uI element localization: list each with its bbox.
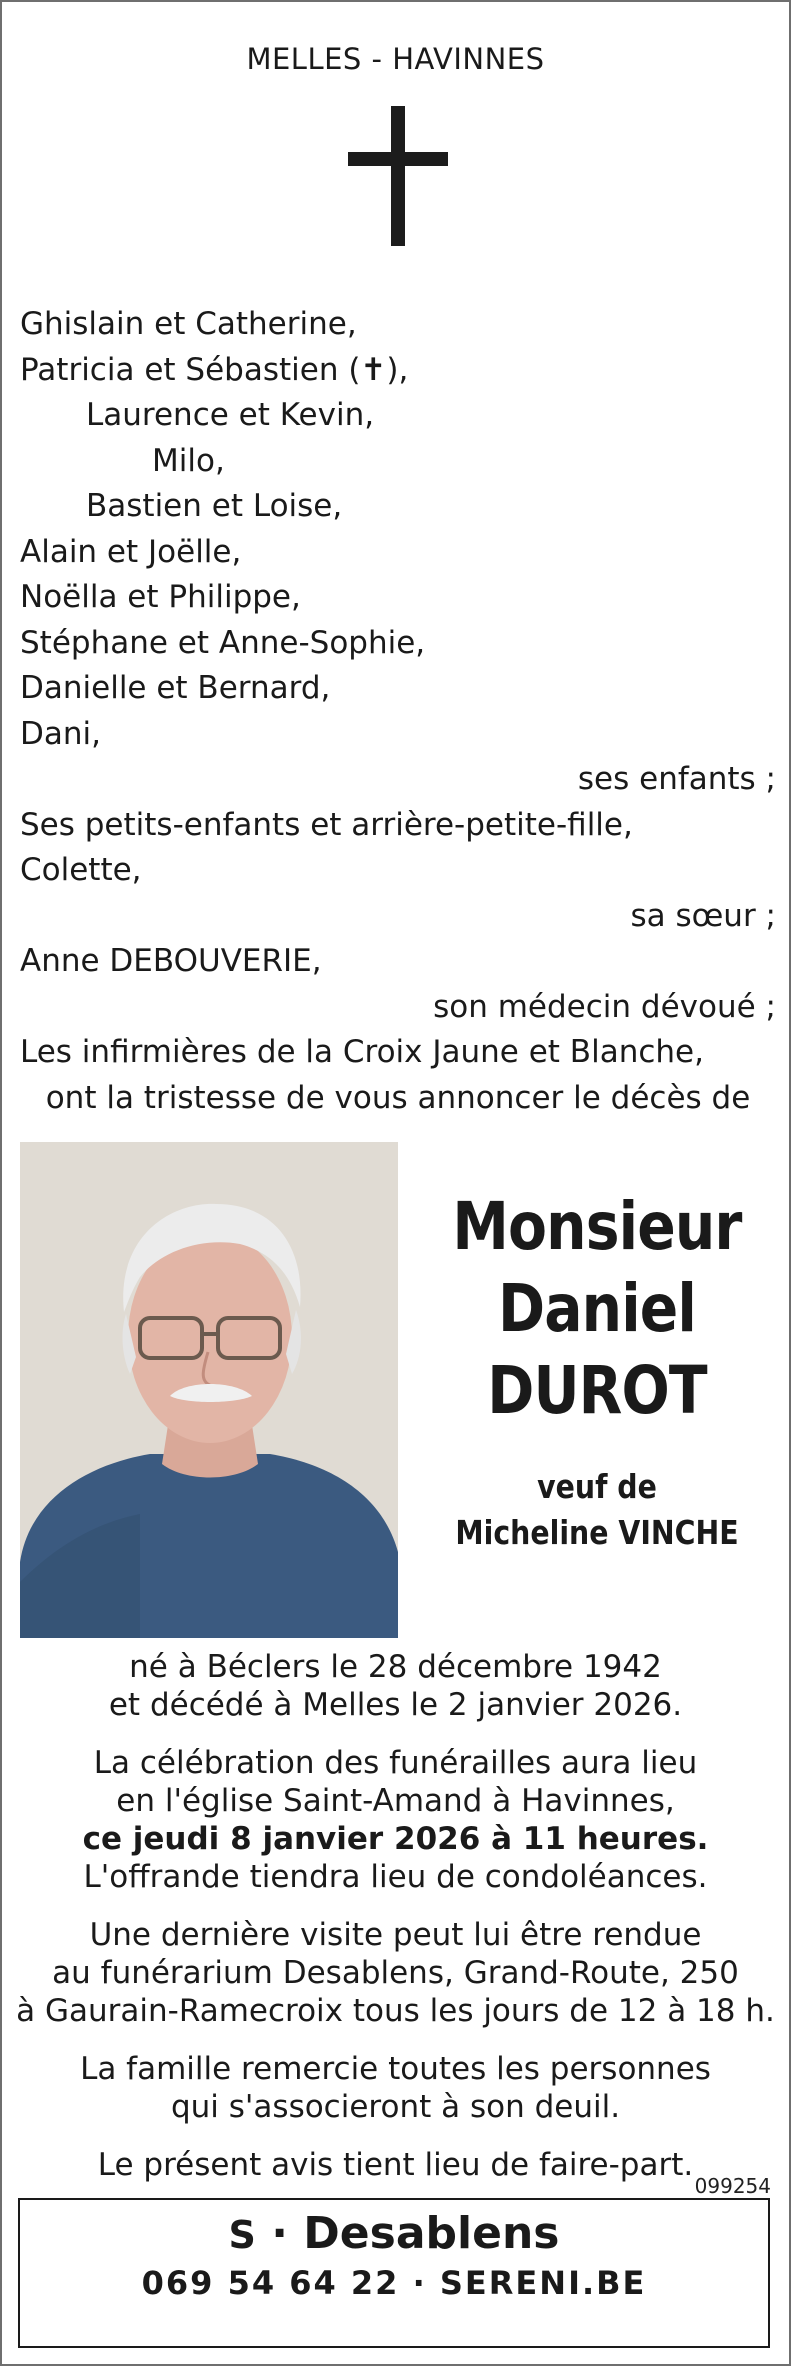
reference-number: 099254 (694, 2174, 771, 2198)
notice-line: Le présent avis tient lieu de faire-part. (97, 2147, 694, 2183)
family-line: son médecin dévoué ; (433, 988, 776, 1025)
website-link[interactable]: SERENI.BE (439, 2264, 647, 2302)
funeral-details (2, 1648, 789, 2184)
family-line: Les infirmières de la Croix Jaune et Blanche, (20, 1034, 704, 1070)
contact-separator-icon: · (412, 2264, 440, 2302)
family-line: ont la tristesse de vous annoncer le décès de (45, 1079, 751, 1116)
logo-letter: S (228, 2213, 256, 2257)
location-heading: MELLES - HAVINNES (246, 42, 545, 76)
visit-line: Une dernière visite peut lui être rendue (89, 1917, 702, 1953)
cross-icon (348, 106, 448, 246)
family-line: Laurence et Kevin, (86, 397, 375, 433)
deceased-title: Monsieur (452, 1188, 742, 1265)
visit-hours: à Gaurain-Ramecroix tous les jours de 12 à 18 h. (16, 1993, 775, 2029)
ceremony-date: ce jeudi 8 janvier 2026 à 11 heures. (82, 1821, 709, 1857)
widow-of (447, 1464, 748, 1556)
family-line: Ses petits-enfants et arrière-petite-fille, (20, 806, 633, 843)
family-line: Colette, (20, 852, 142, 888)
funeral-home-logo (20, 2206, 768, 2263)
family-line: Bastien et Loise, (86, 488, 343, 524)
phone-number: 069 54 64 22 (141, 2264, 400, 2302)
contact-line (20, 2263, 768, 2303)
death-line: et décédé à Melles le 2 janvier 2026. (108, 1687, 683, 1723)
thanks-line-2: qui s'associeront à son deuil. (170, 2089, 621, 2125)
deceased-last-name: DUROT (487, 1352, 707, 1429)
thanks-line: La famille remercie toutes les personnes (80, 2051, 711, 2087)
family-line: Alain et Joëlle, (20, 533, 242, 570)
deceased-first-name: Daniel (497, 1270, 697, 1347)
family-line: Milo, (152, 442, 225, 479)
ceremony-line: La célébration des funérailles aura lieu (93, 1745, 698, 1781)
logo-separator-icon: · (271, 2208, 304, 2259)
family-line: sa sœur ; (630, 897, 776, 934)
funeral-home-footer (18, 2198, 770, 2348)
ceremony-place: en l'église Saint-Amand à Havinnes, (116, 1783, 675, 1819)
family-line: Stéphane et Anne-Sophie, (20, 624, 426, 661)
brand-name: Desablens (303, 2208, 560, 2259)
widow-label: veuf de (537, 1467, 657, 1506)
family-line: Anne DEBOUVERIE, (20, 943, 322, 979)
visit-place: au funérarium Desablens, Grand-Route, 250 (52, 1955, 739, 1991)
family-line: Noëlla et Philippe, (20, 579, 301, 615)
birth-line: né à Béclers le 28 décembre 1942 (129, 1649, 662, 1685)
family-line: Patricia et Sébastien (✝), (20, 351, 409, 388)
deceased-photo (20, 1142, 398, 1638)
family-line: Ghislain et Catherine, (20, 306, 357, 342)
family-list (20, 302, 776, 1121)
deceased-name (447, 1186, 748, 1432)
spouse-name: Micheline VINCHE (455, 1513, 739, 1552)
family-line: Danielle et Bernard, (20, 670, 331, 706)
offering-line: L'offrande tiendra lieu de condoléances. (83, 1859, 708, 1895)
family-line: Dani, (20, 715, 101, 752)
family-line: ses enfants ; (577, 761, 776, 797)
